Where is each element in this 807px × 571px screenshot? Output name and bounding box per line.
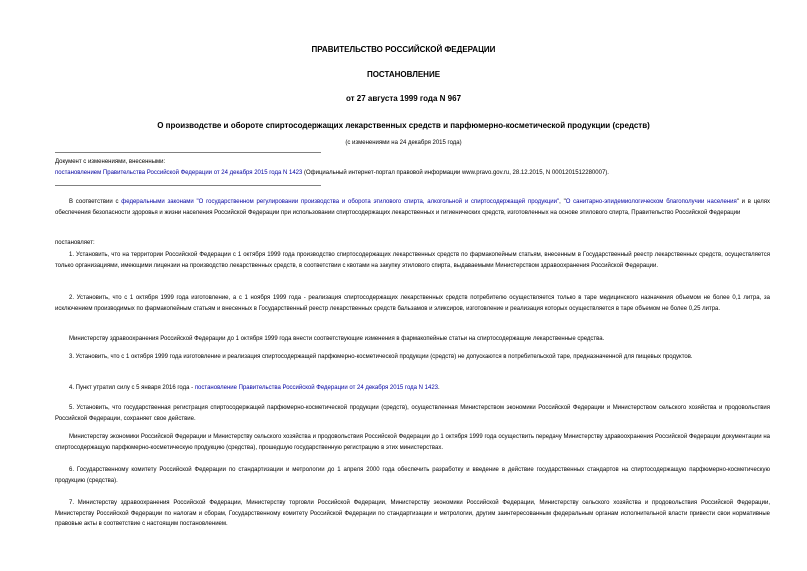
federal-laws-link[interactable]: федеральными законами "О государственном регулировании производства и оборота этилового спирта, алкогольной и спиртосодержащей продукции" (121, 199, 560, 205)
p4-a: 4. Пункт утратил силу с 5 января 2016 года - (69, 385, 195, 391)
changes-rest: (Официальный интернет-портал правовой информации www.pravo.gov.ru, 28.12.2015, N 0001201512280007). (302, 169, 609, 176)
government-heading: ПРАВИТЕЛЬСТВО РОССИЙСКОЙ ФЕДЕРАЦИИ (311, 45, 496, 54)
paragraph-6 (55, 465, 770, 486)
intro-b: , " (559, 199, 566, 205)
paragraph-4-text (55, 383, 770, 394)
amendment-link[interactable]: постановлением Правительства Российской Федерации от 24 декабря 2015 года N 1423 (55, 169, 303, 176)
changes-text (55, 168, 770, 179)
divider-bottom (55, 185, 321, 186)
paragraph-5b (55, 432, 770, 453)
paragraph-2-text: 2. Установить, что с 1 октября 1999 года изготовление, а с 1 ноября 1999 года - реализация спиртосодержащих лекарственных средств потребителю осуществляется только в таре медицинского назначения объемом не более 0,1 литра, за исключением производимых по фармакопейным статьям и внесенных в Государственный реестр лекарственных средств бальзамов и эликсиров, изготовление и реализация которых осуществляется в таре объемом не более 0,25 литра. (55, 295, 770, 312)
repeal-link[interactable]: постановление Правительства Российской Федерации от 24 декабря 2015 года N 1423 (194, 385, 439, 391)
changes-label: Документ с изменениями, внесенными: (55, 159, 166, 165)
paragraph-5 (55, 403, 770, 424)
paragraph-4 (55, 383, 770, 394)
doc-type-heading: ПОСТАНОВЛЕНИЕ (366, 70, 441, 79)
sanitary-law-link[interactable]: О санитарно-эпидемиологическом благополучии населения (565, 199, 737, 205)
paragraph-2b-text: Министерству здравоохранения Российской Федерации до 1 октября 1999 года внести соответствующие изменения в фармакопейные статьи на спиртосодержащие лекарственные средства. (69, 336, 605, 342)
divider-top (55, 152, 321, 153)
paragraph-7 (55, 498, 770, 530)
edition-note: (с изменениями на 24 декабря 2015 года) (345, 140, 462, 146)
paragraph-1-text: 1. Установить, что на территории Российской Федерации с 1 октября 1999 года производство спиртосодержащих лекарственных средств по фармакопейным статьям, внесенным в Государственный реестр лекарственных средств, осуществляется только организациями, имеющими лицензии на производство лекарственных средств, в соответствии с квотами на закупку этилового спирта, выдаваемыми Министерством здравоохранения Российской Федерации. (55, 252, 770, 269)
paragraph-5b-text: Министерству экономики Российской Федерации и Министерству сельского хозяйства и продовольствия Российской Федерации до 1 октября 1999 года осуществить передачу Министерству здравоохранения Российской Федерации документации на спиртосодержащую парфюмерно-косметическую продукцию (средства), прошедшую государственную регистрацию в этих министерствах. (55, 434, 770, 451)
paragraph-1 (55, 250, 770, 271)
p4-b: . (438, 385, 440, 391)
paragraph-7-text: 7. Министерству здравоохранения Российской Федерации, Министерству торговли Российской Федерации, Министерству экономики Российской Федерации, Министерству сельского хозяйства и продовольствия Российской Федерации, Министерству Российской Федерации по налогам и сборам, Государственному комитету Российской Федерации по стандартизации и метрологии, другим заинтересованным федеральным органам исполнительной власти привести свои нормативные правовые акты в соответствие с настоящим постановлением. (55, 500, 770, 527)
intro-text (55, 197, 770, 218)
paragraph-5-text: 5. Установить, что государственная регистрация спиртосодержащей парфюмерно-косметической продукции (средств), осуществленная Министерством экономики Российской Федерации и Министерством сельского хозяйства и продовольствия Российской Федерации, сохраняет свое действие. (55, 405, 770, 422)
intro-paragraph (55, 197, 770, 218)
intro-a: В соответствии с (69, 199, 122, 205)
paragraph-2b (55, 334, 770, 345)
changes-block (55, 157, 770, 178)
doc-title: О производстве и обороте спиртосодержащих лекарственных средств и парфюмерно-косметической продукции (средств) (157, 121, 650, 130)
doc-date: от 27 августа 1999 года N 967 (345, 94, 462, 103)
paragraph-2 (55, 293, 770, 314)
paragraph-3 (55, 352, 770, 363)
resolves-label (55, 238, 770, 249)
resolves-text: постановляет: (55, 240, 95, 246)
paragraph-3-text: 3. Установить, что с 1 октября 1999 года изготовление и реализация спиртосодержащей парфюмерно-косметической продукции (средств) не допускаются в потребительской таре, предназначенной для пищевых продуктов. (69, 354, 693, 360)
intro-c: " и в целях обеспечения безопасности здоровья и жизни населения Российской Федерации при использовании спиртосодержащих лекарственных и гигиенических средств, изготовленных на основе этилового спирта, Правительство Российской Федерации (55, 199, 771, 216)
paragraph-6-text: 6. Государственному комитету Российской Федерации по стандартизации и метрологии до 1 апреля 2000 года обеспечить разработку и введение в действие государственных стандартов на спиртосодержащую парфюмерно-косметическую продукцию (средства). (55, 467, 770, 484)
